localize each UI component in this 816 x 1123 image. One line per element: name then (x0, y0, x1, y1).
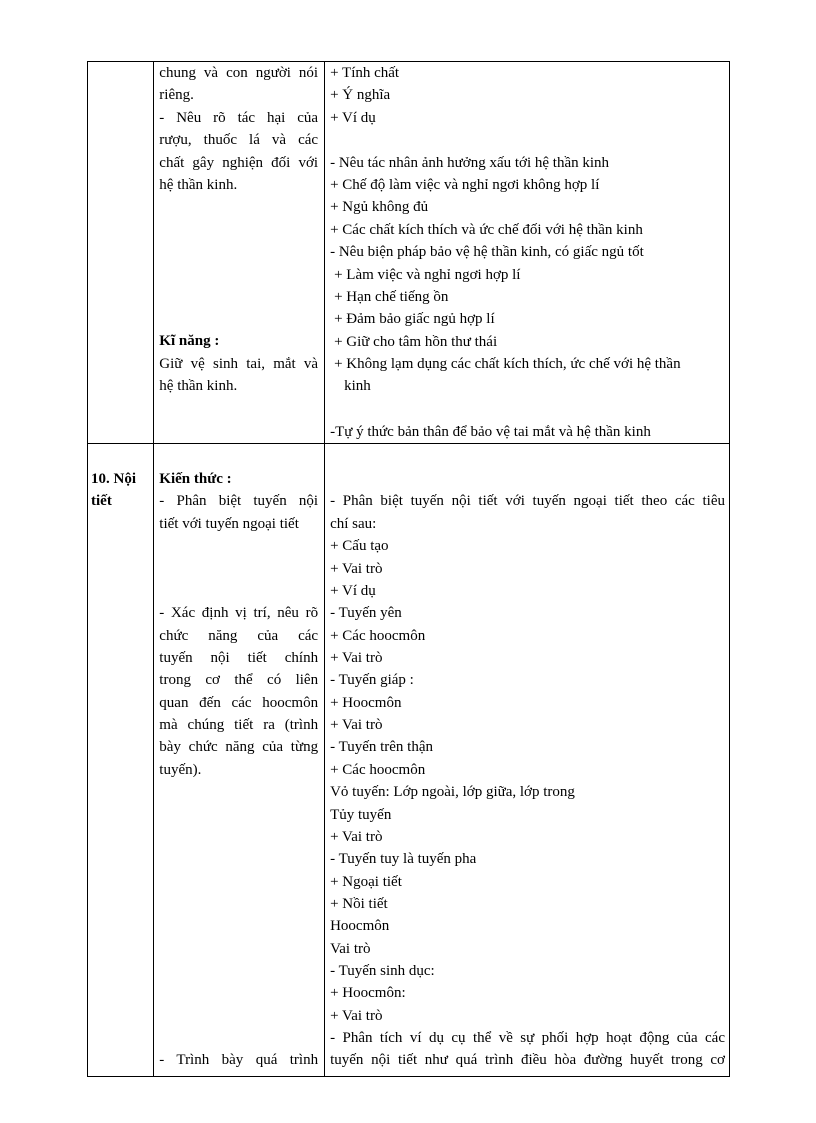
content-line: + Vai trò (330, 650, 383, 666)
content-line: + Nồi tiết (330, 896, 388, 912)
objective-line: chung và con người nói (159, 65, 319, 81)
content-line: + Hạn chế tiếng ồn (334, 289, 449, 305)
content-line: + Các hoocmôn (330, 762, 426, 778)
content-line: + Hoocmôn (330, 695, 402, 711)
content-line: - Tuyến trên thận (330, 739, 434, 755)
content-line: + Các chất kích thích và ức chế đối với hệ thần kinh (330, 222, 643, 238)
content-line: kinh (344, 378, 371, 394)
objective-line: tuyến). (159, 762, 202, 778)
objective-line: quan đến các hoocmôn (159, 695, 319, 711)
content-line: + Ý nghĩa (330, 87, 391, 103)
content-line: Hoocmôn (330, 918, 390, 934)
content-line: + Chế độ làm việc và nghỉ ngơi không hợp lí (330, 177, 600, 193)
topic-cell (88, 444, 154, 1077)
objective-line: riêng. (159, 87, 194, 103)
topic-title: tiết (91, 493, 112, 509)
content-line: -Tự ý thức bản thân để bảo vệ tai mắt và hệ thần kinh (330, 424, 651, 440)
content-line: - Tuyến yên (330, 605, 402, 621)
objective-line: chức năng của các (159, 628, 319, 644)
topic-title: 10. Nội (91, 471, 136, 487)
objective-line: - Trình bày quá trình (159, 1052, 319, 1068)
objective-line: - Nêu rõ tác hại của (159, 110, 319, 126)
content-line: + Đảm bảo giấc ngủ hợp lí (334, 311, 495, 327)
content-line: - Nêu biện pháp bảo vệ hệ thần kinh, có giấc ngủ tốt (330, 244, 644, 260)
objective-line: mà chúng tiết ra (trình (159, 717, 319, 733)
content-cell (325, 444, 730, 1077)
objective-line: tuyến nội tiết chính (159, 650, 319, 666)
content-line: + Không lạm dụng các chất kích thích, ức chế với hệ thần (334, 356, 681, 372)
content-line: - Tuyến tuy là tuyến pha (330, 851, 477, 867)
content-line: + Hoocmôn: (330, 985, 406, 1001)
content-line: chí sau: (330, 516, 377, 532)
content-line: + Vai trò (330, 717, 383, 733)
content-line: tuyến nội tiết như quá trình điều hòa đường huyết trong cơ (330, 1052, 725, 1068)
content-line: Vai trò (330, 941, 371, 957)
objective-line: hệ thần kinh. (159, 177, 238, 193)
content-line: + Các hoocmôn (330, 628, 426, 644)
objectives-cell (154, 444, 325, 1077)
content-line: Vỏ tuyến: Lớp ngoài, lớp giữa, lớp trong (330, 784, 575, 800)
content-line: + Cấu tạo (330, 538, 389, 554)
objective-line: rượu, thuốc lá và các (159, 132, 319, 148)
content-line: - Tuyến giáp : (330, 672, 414, 688)
objective-line: tiết với tuyến ngoại tiết (159, 516, 299, 532)
content-line: + Ngoại tiết (330, 874, 402, 890)
table-row (88, 444, 730, 1077)
topic-cell (88, 62, 154, 444)
objective-line: Giữ vệ sinh tai, mắt và (159, 356, 319, 372)
content-line: - Nêu tác nhân ảnh hưởng xấu tới hệ thần kinh (330, 155, 610, 171)
content-line: Tủy tuyến (330, 807, 392, 823)
objective-line: trong cơ thể có liên (159, 672, 319, 688)
content-line: + Vai trò (330, 561, 383, 577)
objective-line: - Phân biệt tuyến nội (159, 493, 319, 509)
content-line: + Vai trò (330, 829, 383, 845)
objective-line: hệ thần kinh. (159, 378, 238, 394)
content-line: - Tuyến sinh dục: (330, 963, 435, 979)
objective-line: bày chức năng của từng (159, 739, 319, 755)
content-line: - Phân biệt tuyến nội tiết với tuyến ngoại tiết theo các tiêu (330, 493, 725, 509)
objective-line: - Xác định vị trí, nêu rõ (159, 605, 319, 621)
objective-line: chất gây nghiện đối với (159, 155, 319, 171)
content-cell (325, 62, 730, 444)
curriculum-table (87, 61, 730, 1077)
table-row (88, 62, 730, 444)
content-line: + Làm việc và nghỉ ngơi hợp lí (334, 267, 521, 283)
content-line: + Tính chất (330, 65, 400, 81)
content-line: + Ví dụ (330, 110, 376, 126)
knowledge-heading: Kiến thức : (159, 471, 232, 487)
skills-heading: Kĩ năng : (159, 333, 220, 349)
content-line: + Ví dụ (330, 583, 376, 599)
content-line: + Vai trò (330, 1008, 383, 1024)
content-line: + Giữ cho tâm hồn thư thái (334, 334, 498, 350)
content-line: - Phân tích ví dụ cụ thể về sự phối hợp hoạt động của các (330, 1030, 725, 1046)
objectives-cell (154, 62, 325, 444)
content-line: + Ngủ không đủ (330, 199, 429, 215)
